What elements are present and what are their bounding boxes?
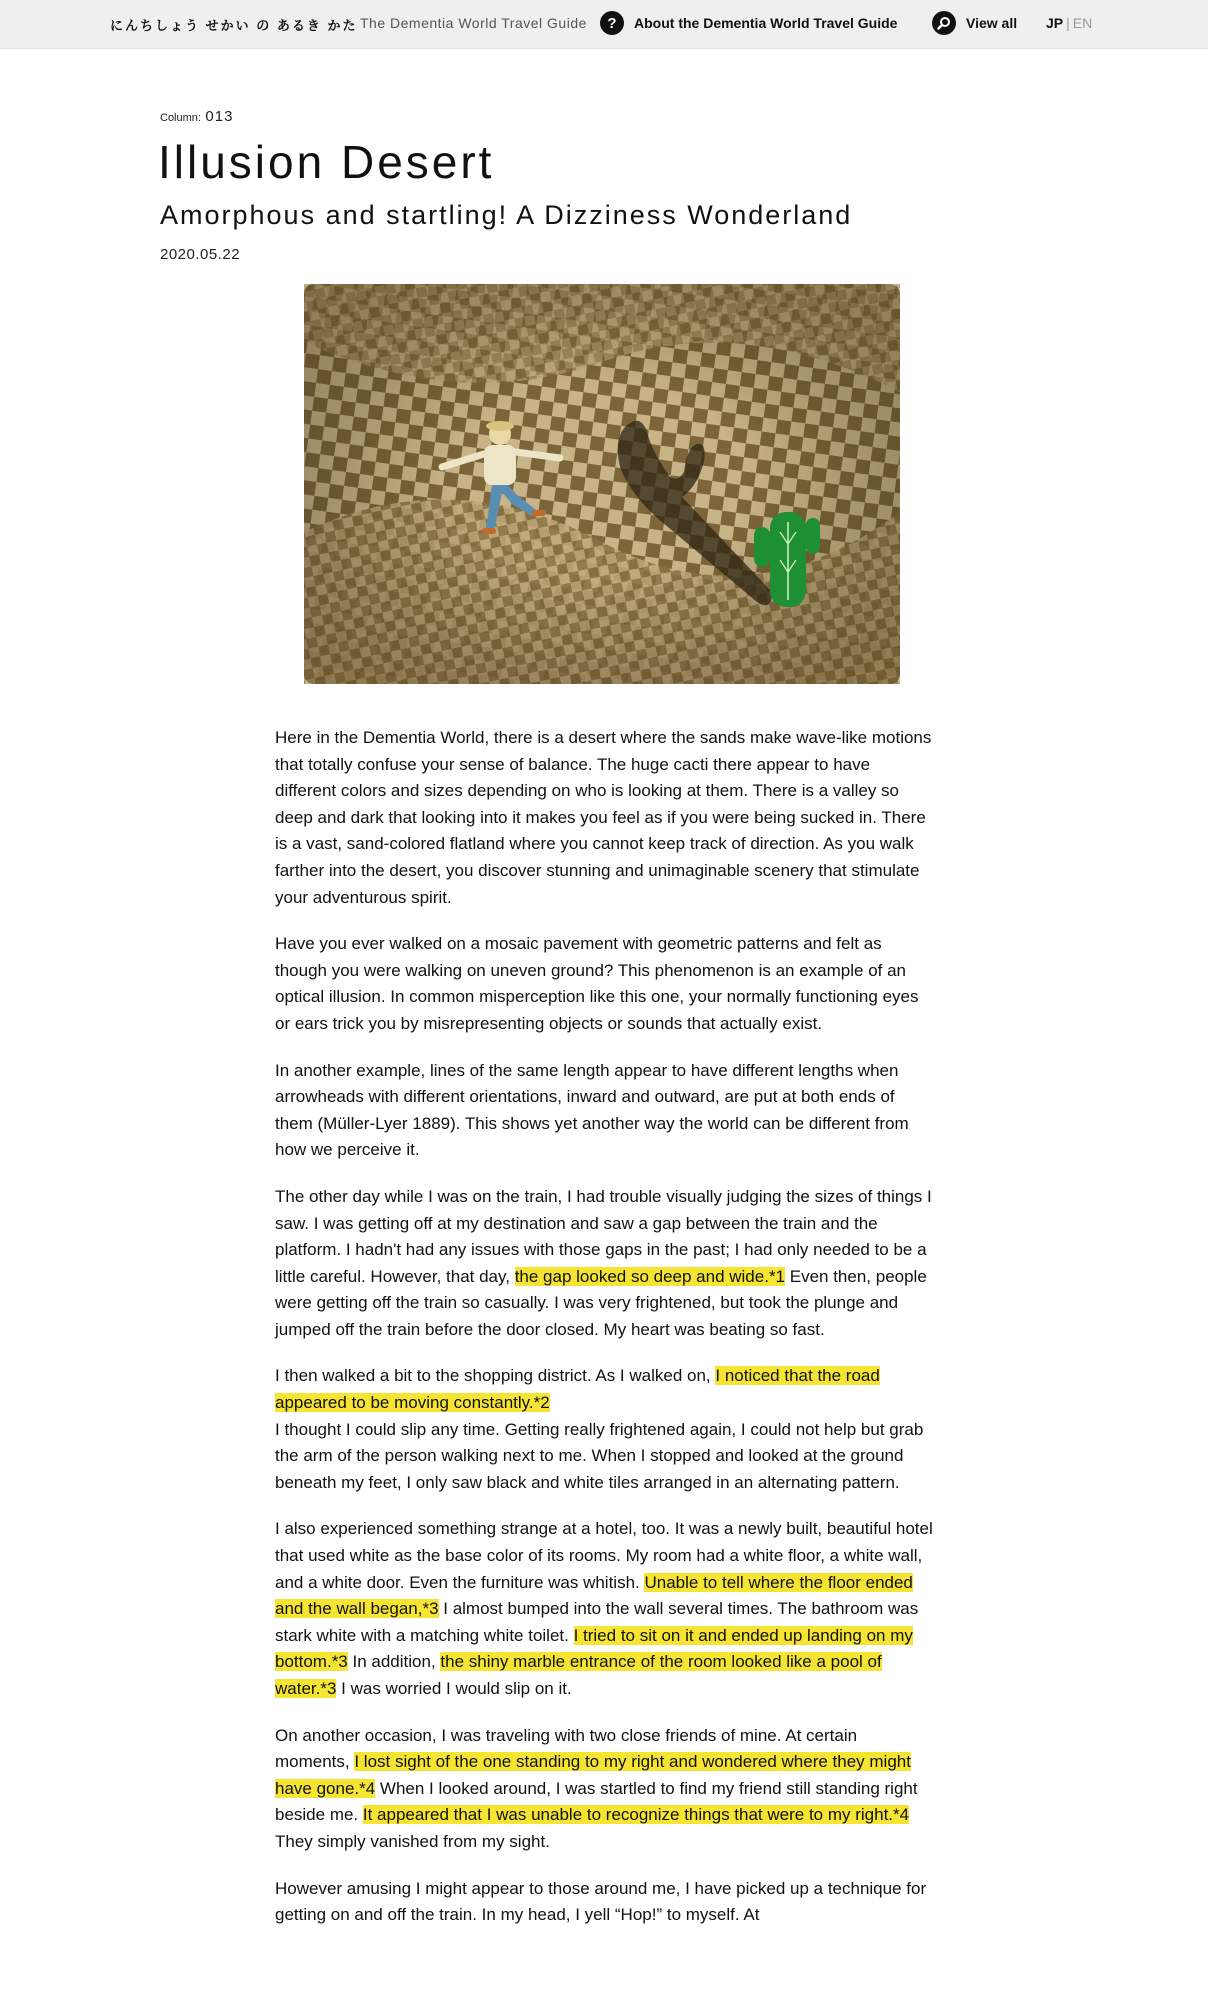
language-separator: | [1066,15,1070,31]
article-paragraph [275,1184,935,1344]
article-body [275,725,935,1949]
about-guide-label: About the Dementia World Travel Guide [634,15,898,31]
site-logo-english[interactable]: The Dementia World Travel Guide [360,15,587,31]
language-jp-link[interactable]: JP [1046,15,1064,31]
text-segment: I then walked a bit to the shopping district. As I walked on, [275,1366,716,1386]
publish-date: 2020.05.22 [160,246,241,263]
text-segment: I was worried I would slip on it. [336,1679,572,1698]
article-paragraph [275,1723,935,1856]
text-segment: They simply vanished from my sight. [275,1831,550,1851]
article-paragraph [275,1516,935,1702]
top-navigation-bar [0,0,1208,49]
highlighted-text: the gap looked so deep and wide.*1 [514,1266,786,1286]
search-icon [932,11,956,35]
text-segment: The other day while I was on the train, I had trouble visually judging the sizes of things I saw. I was getting off at my destination and saw a gap between the train and the platform. I hadn't had any issues with those gaps in the past; I had only needed to be a little careful. However, that day, [275,1186,932,1286]
text-segment: I almost bumped into the wall several times. The bathroom was stark white with a matching white toilet. [275,1599,919,1645]
highlighted-text: Unable to tell where the floor ended and the wall began,*3 [275,1572,913,1619]
text-segment: I thought I could slip any time. Getting really frightened again, I could not help but grab the arm of the person walking next to me. When I stopped and looked at the ground beneath my feet, I only saw black and white tiles arranged in an alternating pattern. [275,1419,924,1492]
text-segment: When I looked around, I was startled to find my friend still standing right beside me. [275,1778,918,1825]
illusion-desert-illustration [302,282,902,686]
article-paragraph: Have you ever walked on a mosaic pavement with geometric patterns and felt as though you were walking on uneven ground? This phenomenon is an example of an optical illusion. In common misperception like this one, your normally functioning eyes or ears trick you by misrepresenting objects or sounds that actually exist. [275,934,919,1033]
highlighted-text: the shiny marble entrance of the room looked like a pool of water.*3 [275,1652,882,1698]
view-all-link[interactable] [932,11,1017,35]
column-number [160,108,233,126]
about-guide-link[interactable] [600,11,897,35]
text-segment: In addition, [347,1652,441,1672]
question-icon: ? [600,11,624,35]
highlighted-text: I tried to sit on it and ended up landing on my bottom.*3 [275,1625,913,1672]
column-label: Column: [160,112,201,124]
language-en-link[interactable]: EN [1072,15,1093,31]
site-logo-japanese[interactable]: にんちしょう せかい の あるき かた [110,18,358,33]
article-paragraph: Here in the Dementia World, there is a desert where the sands make wave-like motions that totally confuse your sense of balance. The huge cacti there appear to have different colors and sizes depending on who is looking at them. There is a valley so deep and dark that looking into it makes you feel as if you were being sucked in. There is a vast, sand-colored flatland where you cannot keep track of direction. As you walk farther into the desert, you discover stunning and unimaginable scenery that stimulate your adventurous spirit. [275,728,932,907]
highlighted-text: It appeared that I was unable to recognize things that were to my right.*4 [362,1805,910,1825]
text-segment: Even then, people were getting off the train so casually. I was very frightened, but took the plunge and jumped off the train before the door closed. My heart was beating so fast. [275,1266,927,1339]
text-segment: I also experienced something strange at a hotel, too. It was a newly built, beautiful hotel that used white as the base color of its rooms. My room had a white floor, a white wall, and a white door. Even the furniture was whitish. [275,1519,933,1592]
language-switcher [1046,15,1092,31]
highlighted-text: I lost sight of the one standing to my right and wondered where they might have gone.*4 [275,1752,911,1798]
text-segment: On another occasion, I was traveling with two close friends of mine. At certain moments, [275,1725,858,1772]
highlighted-text: I noticed that the road appeared to be moving constantly.*2 [275,1366,880,1413]
page-subtitle: Amorphous and startling! A Dizziness Wonderland [160,200,853,230]
view-all-label: View all [966,15,1018,31]
article-paragraph: However amusing I might appear to those around me, I have picked up a technique for getting on and off the train. In my head, I yell “Hop!” to myself. At [275,1878,927,1925]
column-number-value: 013 [205,108,234,125]
article-paragraph [275,1363,935,1496]
article-paragraph: In another example, lines of the same length appear to have different lengths when arrowheads with different orientations, inward and outward, are put at both ends of them (Müller-Lyer 1889). This shows yet another way the world can be different from how we perceive it. [275,1060,909,1160]
page-title: Illusion Desert [158,136,495,188]
